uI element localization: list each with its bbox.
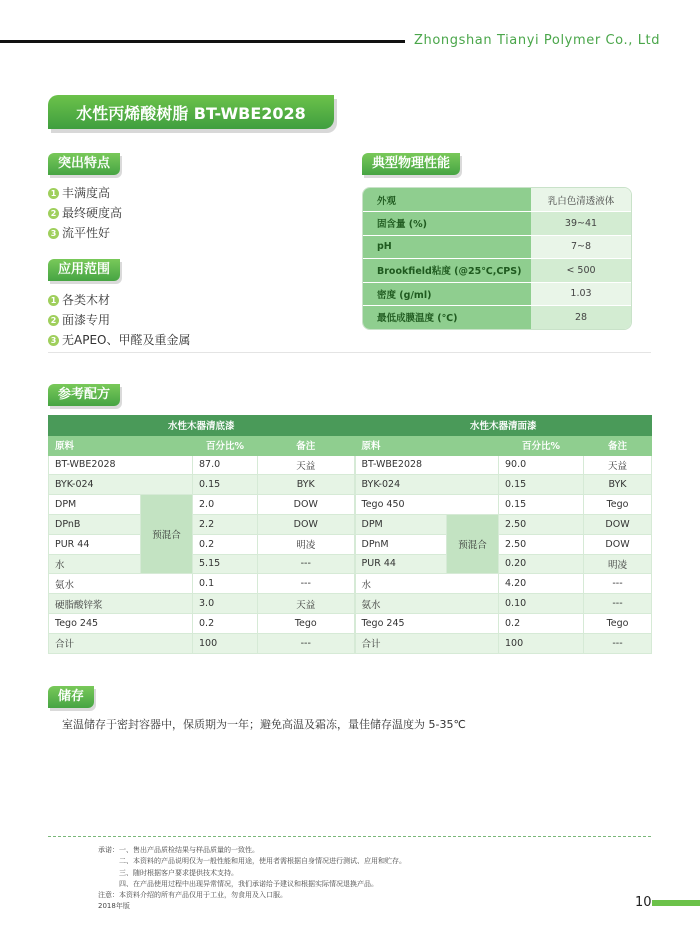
applications-list <box>48 290 190 350</box>
number-1-icon: 1 <box>48 295 59 306</box>
number-2-icon: 2 <box>48 208 59 219</box>
storage-heading: 储存 <box>48 686 94 708</box>
product-title-banner <box>48 95 334 129</box>
table-row: PUR 44 0.2 明凌 DPnM 2.50 DOW <box>49 534 652 554</box>
edition-label: 2018年版 <box>98 902 130 911</box>
header-rule <box>0 40 405 43</box>
page-accent-bar <box>652 900 700 906</box>
number-1-icon: 1 <box>48 188 59 199</box>
features-list <box>48 183 122 243</box>
list-item: 3 流平性好 <box>48 223 122 243</box>
table-row: BYK-024 0.15 BYK BYK-024 0.15 BYK <box>49 475 652 495</box>
number-3-icon: 3 <box>48 228 59 239</box>
table-row: 外观 乳白色清透液体 <box>363 188 631 212</box>
properties-heading: 典型物理性能 <box>362 153 460 175</box>
formula-table <box>48 415 652 654</box>
page-number: 10 <box>635 895 652 910</box>
table-row: DPnB 2.2 DOW DPM 预混合 2.50 DOW <box>49 514 652 534</box>
list-item: 2 面漆专用 <box>48 310 190 330</box>
list-item: 2 最终硬度高 <box>48 203 122 223</box>
product-title: 水性丙烯酸树脂 BT-WBE2028 <box>76 104 306 123</box>
features-heading: 突出特点 <box>48 153 120 175</box>
table-row: 水 5.15 --- PUR 44 0.20 明凌 <box>49 554 652 574</box>
storage-text: 室温储存于密封容器中，保质期为一年；避免高温及霜冻，量佳储存温度为 5-35℃ <box>62 718 466 731</box>
list-item: 1 各类木材 <box>48 290 190 310</box>
table-row: Brookfield粘度 (@25℃,CPS) < 500 <box>363 259 631 283</box>
note-line: 四、在产品使用过程中出现异常情况，我们承诺给予建议和根据实际情况退换产品。 <box>119 879 378 888</box>
table-row: Tego 245 0.2 Tego Tego 245 0.2 Tego <box>49 613 652 633</box>
number-3-icon: 3 <box>48 335 59 346</box>
number-2-icon: 2 <box>48 315 59 326</box>
note-line: 三、随时根据客户要求提供技术支持。 <box>119 868 238 877</box>
footer-divider <box>48 836 651 837</box>
properties-table <box>362 187 632 330</box>
premix-cell: 预混合 <box>141 495 193 574</box>
note-line: 注意：本资料介绍的所有产品仅用于工业，勿食用及入口服。 <box>98 891 287 900</box>
company-name: Zhongshan Tianyi Polymer Co., Ltd <box>414 33 661 48</box>
table-row: pH 7~8 <box>363 235 631 259</box>
table-row: 密度 (g/ml) 1.03 <box>363 282 631 306</box>
table-row: 最低成膜温度 (℃) 28 <box>363 306 631 330</box>
list-item: 3 无APEO、甲醛及重金属 <box>48 330 190 350</box>
disclaimer-notes <box>98 845 406 913</box>
table-row: 硬脂酸锌浆 3.0 天益 氨水 0.10 --- <box>49 594 652 614</box>
list-item: 1 丰满度高 <box>48 183 122 203</box>
table-row: 原料 百分比% 备注 原料 百分比% 备注 <box>49 435 652 455</box>
table-row: 水性木器清底漆 水性木器清面漆 <box>49 416 652 436</box>
table-row: BT-WBE2028 87.0 天益 BT-WBE2028 90.0 天益 <box>49 455 652 475</box>
section-divider <box>48 352 651 353</box>
formula-heading: 参考配方 <box>48 384 120 406</box>
premix-cell: 预混合 <box>447 514 499 573</box>
note-line: 承诺：一、售出产品质检结果与样品质量的一致性。 <box>98 846 259 854</box>
table-row: 合计 100 --- 合计 100 --- <box>49 633 652 653</box>
note-line: 二、本资料的产品说明仅为一般性能和用途，使用者需根据自身情况进行测试、应用和贮存。 <box>119 857 406 866</box>
applications-heading: 应用范围 <box>48 259 120 281</box>
table-row: 氨水 0.1 --- 水 4.20 --- <box>49 574 652 594</box>
table-row: DPM 预混合 2.0 DOW Tego 450 0.15 Tego <box>49 495 652 515</box>
table-row: 固含量 (%) 39~41 <box>363 212 631 236</box>
